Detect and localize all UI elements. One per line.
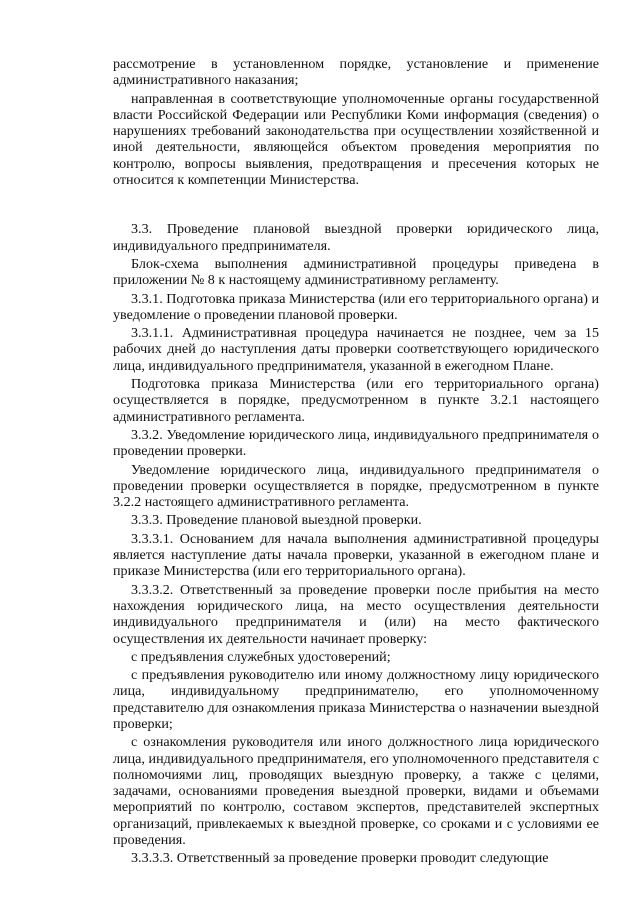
paragraph-3-3-1-1: 3.3.1.1. Административная процедура начинается не позднее, чем за 15 рабочих дней до наступления даты проверки соответствующего юридического лица, индивидуального предпринимателя, указанной в ежегодном Плане.	[113, 325, 599, 374]
section-heading-3-3-3: 3.3.3. Проведение плановой выездной проверки.	[131, 512, 422, 529]
paragraph-3-3-3-3: 3.3.3.3. Ответственный за проведение проверки проводит следующие	[131, 850, 549, 867]
document-body	[113, 56, 599, 867]
paragraph-administrative-penalty: рассмотрение в установленном порядке, установление и применение административного наказания;	[113, 56, 599, 89]
list-item-order-presentation: с предъявления руководителю или иному должностному лицу юридического лица, индивидуальному предпринимателю, его уполномоченному представителю для ознакомления приказа Министерства о назначении выездной проверки;	[113, 667, 599, 732]
section-heading-3-3-2: 3.3.2. Уведомление юридического лица, индивидуального предпринимателя о проведении проверки.	[113, 426, 599, 460]
section-heading-3-3: 3.3. Проведение плановой выездной проверки юридического лица, индивидуального предпринимателя.	[113, 221, 599, 254]
paragraph-3-3-3-2: 3.3.3.2. Ответственный за проведение проверки после прибытия на место нахождения юридического лица, на место осуществления деятельности индивидуального предпринимателя и (или) на место фактического осуществления их деятельности начинает проверку:	[113, 581, 599, 647]
paragraph-information-sent: направленная в соответствующие уполномоченные органы государственной власти Российской Федерации или Республики Коми информация (сведения) о нарушениях требований законодательства при осуществлении хозяйственной и иной деятельности, являющейся объектом проведения мероприятия по контролю, вопросы выявления, предотвращения и пресечения которых не относится к компетенции Министерства.	[113, 90, 599, 189]
paragraph-notification: Уведомление юридического лица, индивидуального предпринимателя о проведении проверки осуществляется в порядке, предусмотренном в пункте 3.2.2 настоящего административного регламента.	[113, 461, 599, 511]
section-heading-3-3-1: 3.3.1. Подготовка приказа Министерства (или его территориального органа) и уведомление о проведении плановой проверки.	[113, 290, 599, 323]
list-item-certificates: с предъявления служебных удостоверений;	[131, 648, 391, 665]
paragraph-3-3-3-1: 3.3.3.1. Основанием для начала выполнения административной процедуры является наступление даты начала проверки, указанной в ежегодном плане и приказе Министерства (или его территориального органа).	[113, 530, 599, 580]
list-item-familiarization: с ознакомления руководителя или иного должностного лица юридического лица, индивидуального предпринимателя, его уполномоченного представителя с полномочиями лиц, проводящих выездную проверку, а также с целями, задачами, основаниями проведения выездной проверки, видами и объемами мероприятий по контролю, составом экспертов, представителей экспертных организаций, привлекаемых к выездной проверке, со сроками и с условиями ее проведения.	[113, 734, 599, 849]
paragraph-order-preparation: Подготовка приказа Министерства (или его территориального органа) осуществляется в порядке, предусмотренном в пункте 3.2.1 настоящего административного регламента.	[113, 376, 599, 425]
paragraph-block-scheme: Блок-схема выполнения административной процедуры приведена в приложении № 8 к настоящему административному регламенту.	[113, 255, 599, 289]
